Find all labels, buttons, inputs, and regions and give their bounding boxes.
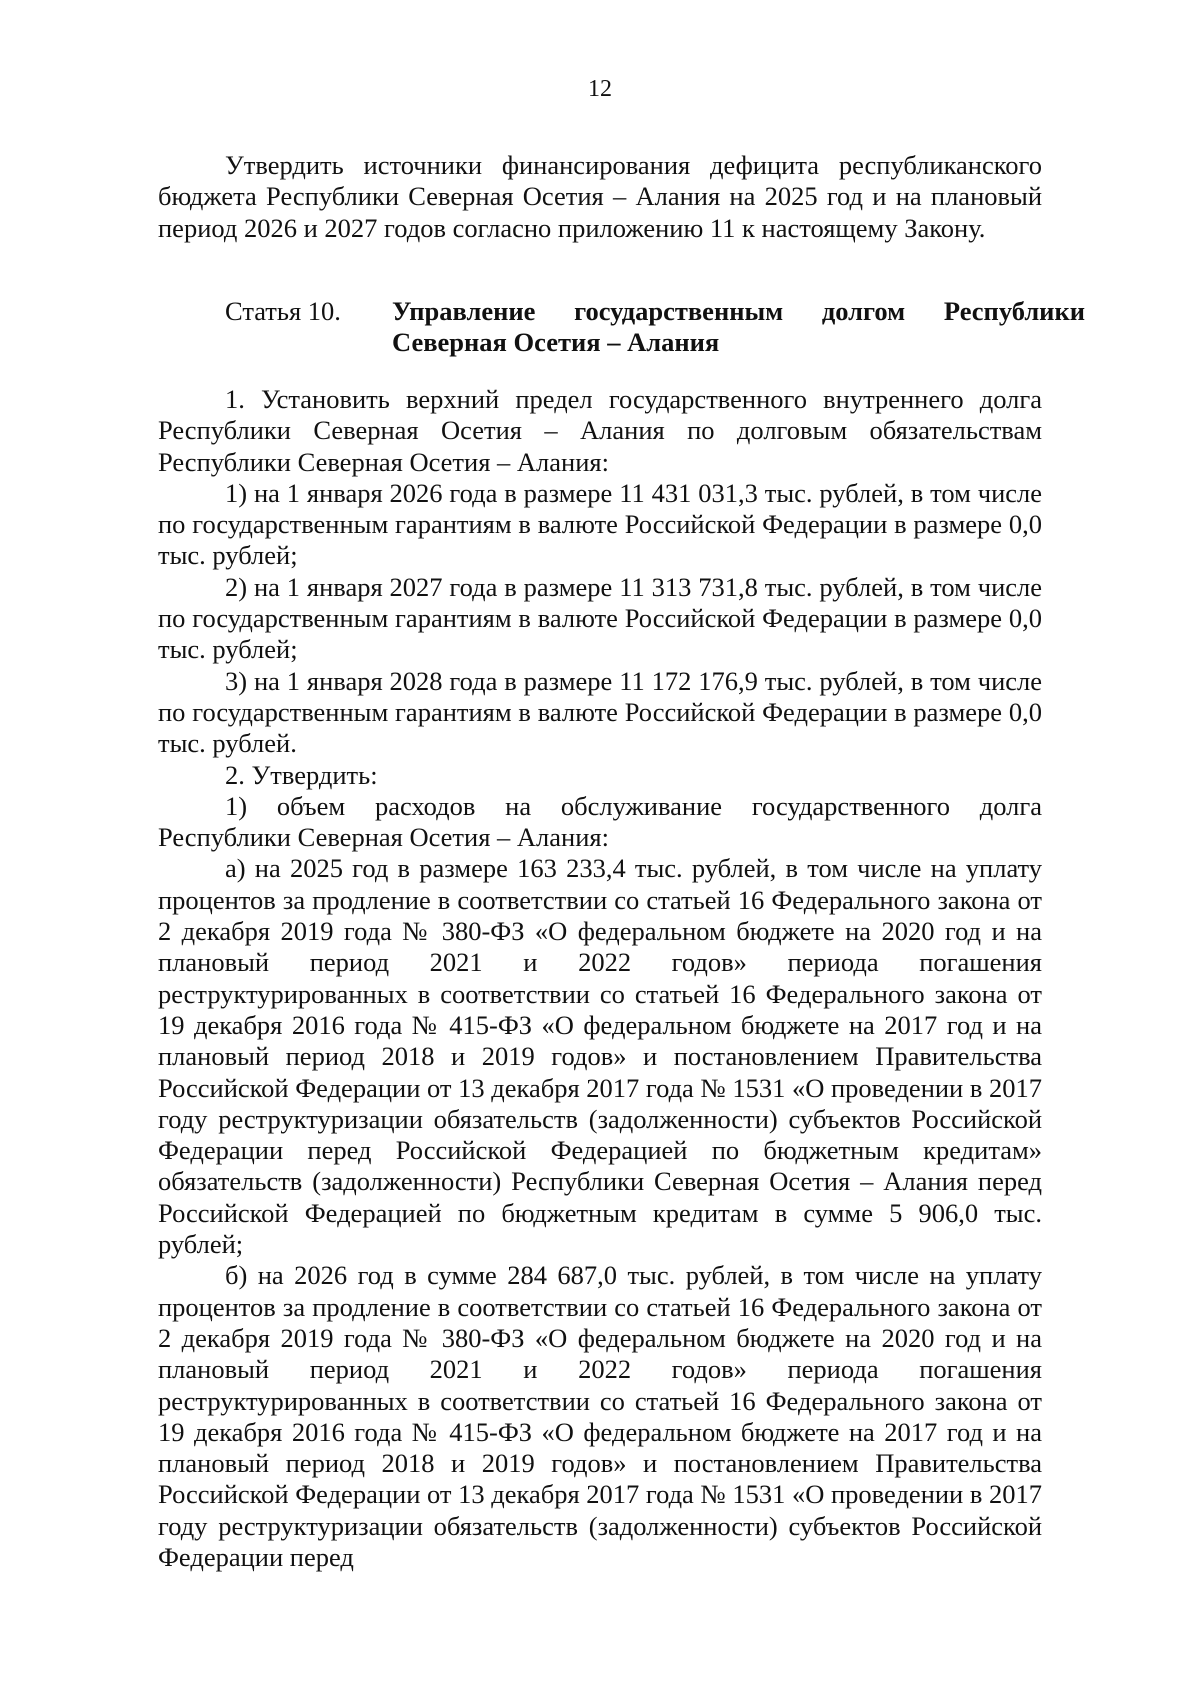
paragraph-item-2026: 1) на 1 января 2026 года в размере 11 431 031,3 тыс. рублей, в том числе по государственным гарантиям в валюте Российской Федерации в размере 0,0 тыс. рублей; [158,477,1042,571]
paragraph-item-2028: 3) на 1 января 2028 года в размере 11 172 176,9 тыс. рублей, в том числе по государственным гарантиям в валюте Российской Федерации в размере 0,0 тыс. рублей. [158,665,1042,759]
paragraph-subitem-a: а) на 2025 год в размере 163 233,4 тыс. рублей, в том числе на уплату процентов за продление в соответствии со статьей 16 Федерального закона от 2 декабря 2019 года № 380-ФЗ «О федеральном бюджете на 2020 год и на плановый период 2021 и 2022 годов» периода погашения реструктурированных в соответствии со статьей 16 Федерального закона от 19 декабря 2016 года № 415-ФЗ «О федеральном бюджете на 2017 год и на плановый период 2018 и 2019 годов» и постановлением Правительства Российской Федерации от 13 декабря 2017 года № 1531 «О проведении в 2017 году реструктуризации обязательств (задолженности) субъектов Российской Федерации перед Российской Федерацией по бюджетным кредитам» обязательств (задолженности) Республики Северная Осетия – Алания перед Российской Федерацией по бюджетным кредитам в сумме 5 906,0 тыс. рублей; [158,853,1042,1260]
paragraph-subitem-b: б) на 2026 год в сумме 284 687,0 тыс. рублей, в том числе на уплату процентов за продление в соответствии со статьей 16 Федерального закона от 2 декабря 2019 года № 380-ФЗ «О федеральном бюджете на 2020 год и на плановый период 2021 и 2022 годов» периода погашения реструктурированных в соответствии со статьей 16 Федерального закона от 19 декабря 2016 года № 415-ФЗ «О федеральном бюджете на 2017 год и на плановый период 2018 и 2019 годов» и постановлением Правительства Российской Федерации от 13 декабря 2017 года № 1531 «О проведении в 2017 году реструктуризации обязательств (задолженности) субъектов Российской Федерации перед [158,1260,1042,1572]
page-number: 12 [588,76,612,102]
intro-section [158,150,1042,244]
article-body [158,384,1042,1573]
paragraph-debt-limit: 1. Установить верхний предел государственного внутреннего долга Республики Северная Осетия – Алания по долговым обязательствам Республики Северная Осетия – Алания: [158,384,1042,477]
intro-paragraph: Утвердить источники финансирования дефицита республиканского бюджета Республики Северная Осетия – Алания на 2025 год и на плановый период 2026 и 2027 годов согласно приложению 11 к настоящему Закону. [158,150,1042,243]
article-title: Управление государственным долгом Республики Северная Осетия – Алания [392,296,1085,358]
paragraph-approve: 2. Утвердить: [225,759,378,790]
paragraph-service-costs: 1) объем расходов на обслуживание государственного долга Республики Северная Осетия – Алания: [158,790,1042,853]
paragraph-item-2027: 2) на 1 января 2027 года в размере 11 313 731,8 тыс. рублей, в том числе по государственным гарантиям в валюте Российской Федерации в размере 0,0 тыс. рублей; [158,571,1042,665]
article-number: Статья 10. [225,296,341,326]
